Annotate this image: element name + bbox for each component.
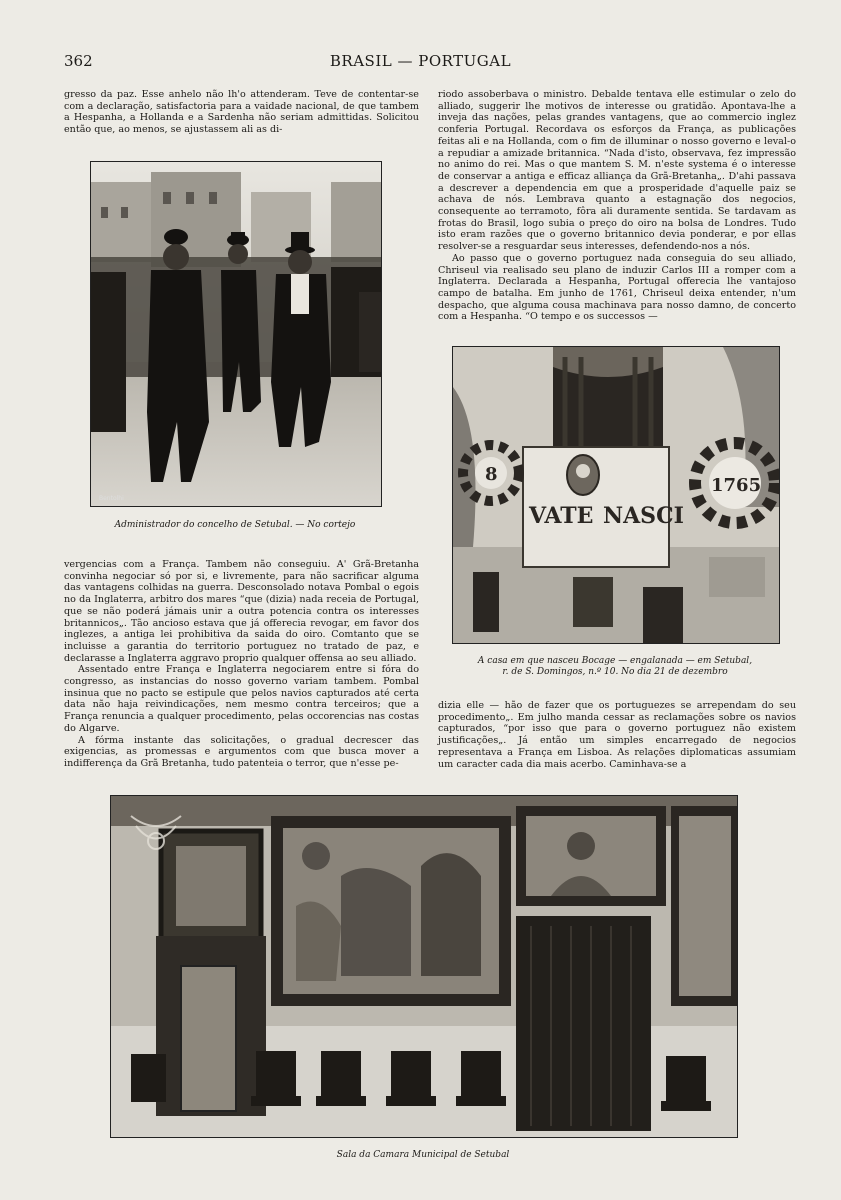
house-caption-line-2: r. de S. Domingos, n.º 10. No dia 21 de dezembro (502, 667, 728, 677)
page-number: 362 (64, 52, 93, 70)
banner-right-text: NASCI (603, 503, 684, 529)
hall-photo (110, 795, 738, 1138)
paragraph: Ao passo que o governo portuguez nada conseguia do seu alliado, Chriseul via realisado seu plano de induzir Carlos III a romper com a Inglaterra. Declarada a Hespanha, Portugal offerecia lhe vantajoso campo de batalha. Em junho de 1761, Chriseul deixa entender, n'um despacho, que alguma cousa machinava para nosso damno, de concerto com a Hespanha. “O tempo e os successos — (438, 252, 796, 323)
medallion-left-text: 8 (485, 464, 498, 485)
left-column-bottom (64, 559, 419, 770)
paragraph: dizia elle — hão de fazer que os portuguezes se arrependam do seu procedimento„. Em julho manda cessar as reclamações sobre os navios capturados, “por isso que para o governo portuguez não existem justificações„. Já então um simples encarregado de negocios representava a França em Lisboa. As relações diplomaticas assumiam um caracter cada dia mais acerbo. Caminhava-se a (438, 700, 796, 770)
house-caption-line-1: A casa em que nasceu Bocage — engalanada — em Setubal, (477, 656, 753, 666)
running-header: BRASIL — PORTUGAL (329, 52, 512, 70)
right-column-top (438, 89, 796, 323)
paragraph: A fórma instante das solicitações, o gradual decrescer das exigencias, as promessas e argumentos com que busca mover a indifferença da Grã Bretanha, tudo patenteia o terror, que n'esse pe- (64, 734, 419, 769)
right-column-bottom (438, 700, 796, 770)
paragraph: Assentado entre França e Inglaterra negociarem entre si fóra do congresso, as instancias do nosso governo variam tambem. Pombal insinua que no pacto se estipule que pelos navios capturados até certa data não haja reivindicações, nem mesmo contra terceiros; que a França renuncia a qualquer procedimento, pelas occorencias nas costas do Algarve. (64, 664, 419, 734)
paragraph: riodo assoberbava o ministro. Debalde tentava elle estimular o zelo do alliado, suggerir lhe motivos de interesse ou gratidão. Apontava-lhe a inveja das nações, pelas grandes vantagens, que ao commercio inglez conferia Portugal. Recordava os esforços da França, as publicações feitas ali e na Hollanda, com o fim de illuminar o nosso governo e leval-o a repudiar a amizade britannica. “Nada d'isto, observava, fez impressão no animo do rei. Mas o que mantem S. M. n'este systema é o interesse de conservar a antiga e efficaz alliança da Grã-Bretanha„. D'ahi passava a descrever a dependencia em que a prosperidade d'aquelle paiz se achava de nós. Lembrava quanto a estagnação dos negocios, consequente ao terramoto, fôra ali duramente sentida. Se tardavam as frotas do Brasil, logo subia o preço do oiro na bolsa de Londres. Tudo isto eram razões que o governo britannico devia ponderar, e por ellas resolver-se a resguardar seus interesses, defendendo-nos a nós. (438, 89, 796, 253)
svg-text:Bentolhi: Bentolhi (99, 495, 124, 502)
procession-caption: Administrador do concelho de Setubal. — No cortejo (114, 520, 356, 530)
hall-caption: Sala da Camara Municipal de Setubal (336, 1150, 510, 1160)
house-photo (452, 346, 780, 644)
house-caption (452, 656, 778, 678)
paragraph: gresso da paz. Esse anhelo não lh'o attenderam. Teve de contentar-se com a declaração, satisfactoria para a vaidade nacional, de que tambem a Hespanha, a Hollanda e a Sardenha não seriam admittidas. Solicitou então que, ao menos, se ajustassem ali as di- (64, 89, 419, 136)
medallion-right-text: 1765 (711, 475, 762, 496)
left-column-top (64, 89, 419, 136)
paragraph: vergencias com a França. Tambem não conseguiu. A' Grã-Bretanha convinha negociar só por si, e livremente, para não sacrificar alguma das vantagens colhidas na guerra. Desconsolado notava Pombal o egois no da Inglaterra, arbitro dos mares “que (dizia) nada receia de Portugal, que se não poderá jámais unir a outra potencia contra os interesses britannicos„. Tão ancioso estava que já offerecia revogar, em favor dos inglezes, a antiga lei prohibitiva da saida do oiro. Comtanto que se incluisse a garantia do territorio portuguez no tratado de paz, e declarasse a Inglaterra aggravo proprio qualquer offensa ao seu alliado. (64, 559, 419, 664)
banner-left-text: VATE (529, 503, 594, 529)
procession-photo (90, 161, 382, 507)
